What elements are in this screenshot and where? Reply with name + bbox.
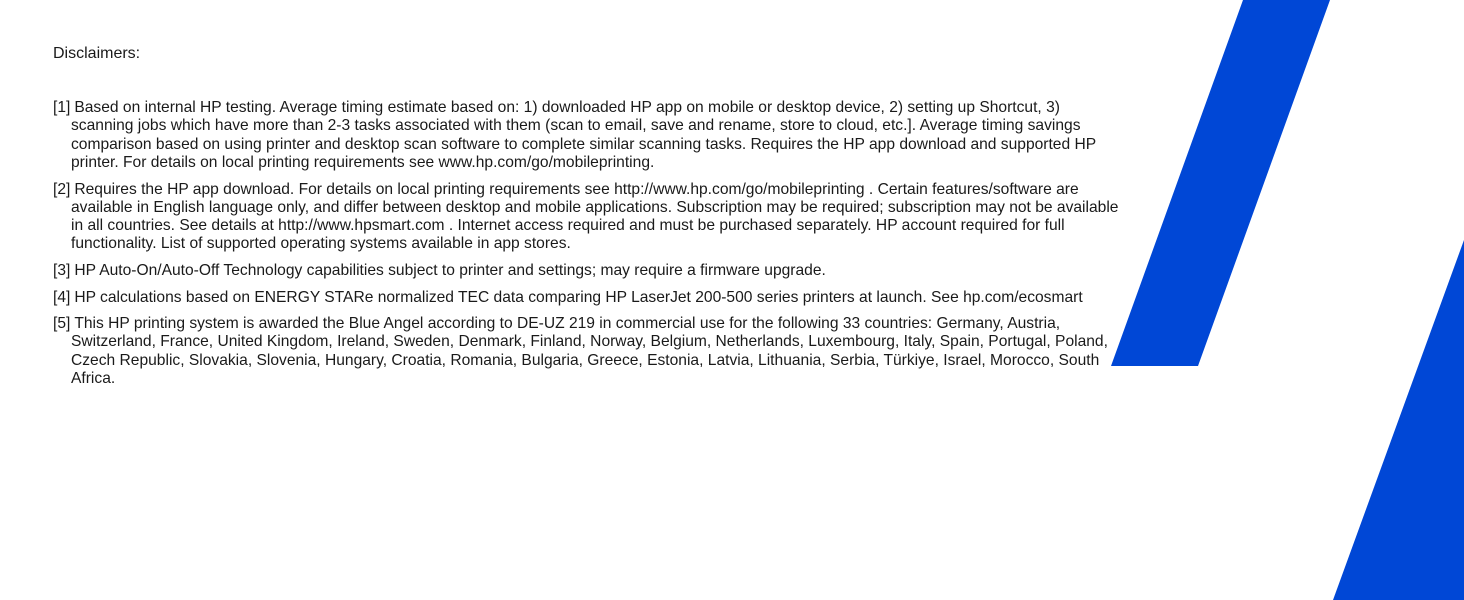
brand-stripe-upper xyxy=(1111,0,1330,366)
disclaimer-item xyxy=(53,315,1123,388)
disclaimer-number: [2] xyxy=(53,180,71,198)
disclaimers-heading: Disclaimers: xyxy=(53,45,141,62)
disclaimer-number: [4] xyxy=(53,288,71,306)
disclaimer-text: Requires the HP app download. For details on local printing requirements see http://www.hp.com/go/mobileprinting . Certain features/software are available in English language only, and differ between desktop and mobile applications. Subscription may be required; subscription may not be available in all countries. See details at http://www.hpsmart.com . Internet access required and must be purchased separately. HP account required for full functionality. List of supported operating systems available in app stores. xyxy=(71,180,1119,253)
disclaimer-number: [5] xyxy=(53,315,71,333)
disclaimers-section xyxy=(53,45,1123,397)
disclaimer-text: HP Auto-On/Auto-Off Technology capabilities subject to printer and settings; may require a firmware upgrade. xyxy=(74,261,826,279)
brand-stripe-lower xyxy=(1333,240,1464,600)
disclaimer-text: HP calculations based on ENERGY STARe normalized TEC data comparing HP LaserJet 200-500 series printers at launch. See hp.com/ecosmart xyxy=(74,288,1083,306)
disclaimer-list xyxy=(53,99,1123,388)
disclaimer-number: [3] xyxy=(53,261,71,279)
disclaimer-item xyxy=(53,289,1123,307)
disclaimer-number: [1] xyxy=(53,99,71,117)
disclaimer-text: Based on internal HP testing. Average timing estimate based on: 1) downloaded HP app on mobile or desktop device, 2) setting up Shortcut, 3) scanning jobs which have more than 2-3 tasks associated with them (scan to email, save and rename, store to cloud, etc.]. Average timing savings comparison based on using printer and desktop scan software to complete similar scanning tasks. Requires the HP app download and supported HP printer. For details on local printing requirements see www.hp.com/go/mobileprinting. xyxy=(71,99,1096,171)
disclaimer-item xyxy=(53,99,1123,172)
disclaimer-text: This HP printing system is awarded the Blue Angel according to DE-UZ 219 in commercial use for the following 33 countries: Germany, Austria, Switzerland, France, United Kingdom, Ireland, Sweden, Denmark, Finland, Norway, Belgium, Netherlands, Luxembourg, Italy, Spain, Portugal, Poland, Czech Republic, Slovakia, Slovenia, Hungary, Croatia, Romania, Bulgaria, Greece, Estonia, Latvia, Lithuania, Serbia, Türkiye, Israel, Morocco, South Africa. xyxy=(71,315,1108,387)
disclaimer-item xyxy=(53,181,1123,254)
disclaimer-item xyxy=(53,262,1123,280)
